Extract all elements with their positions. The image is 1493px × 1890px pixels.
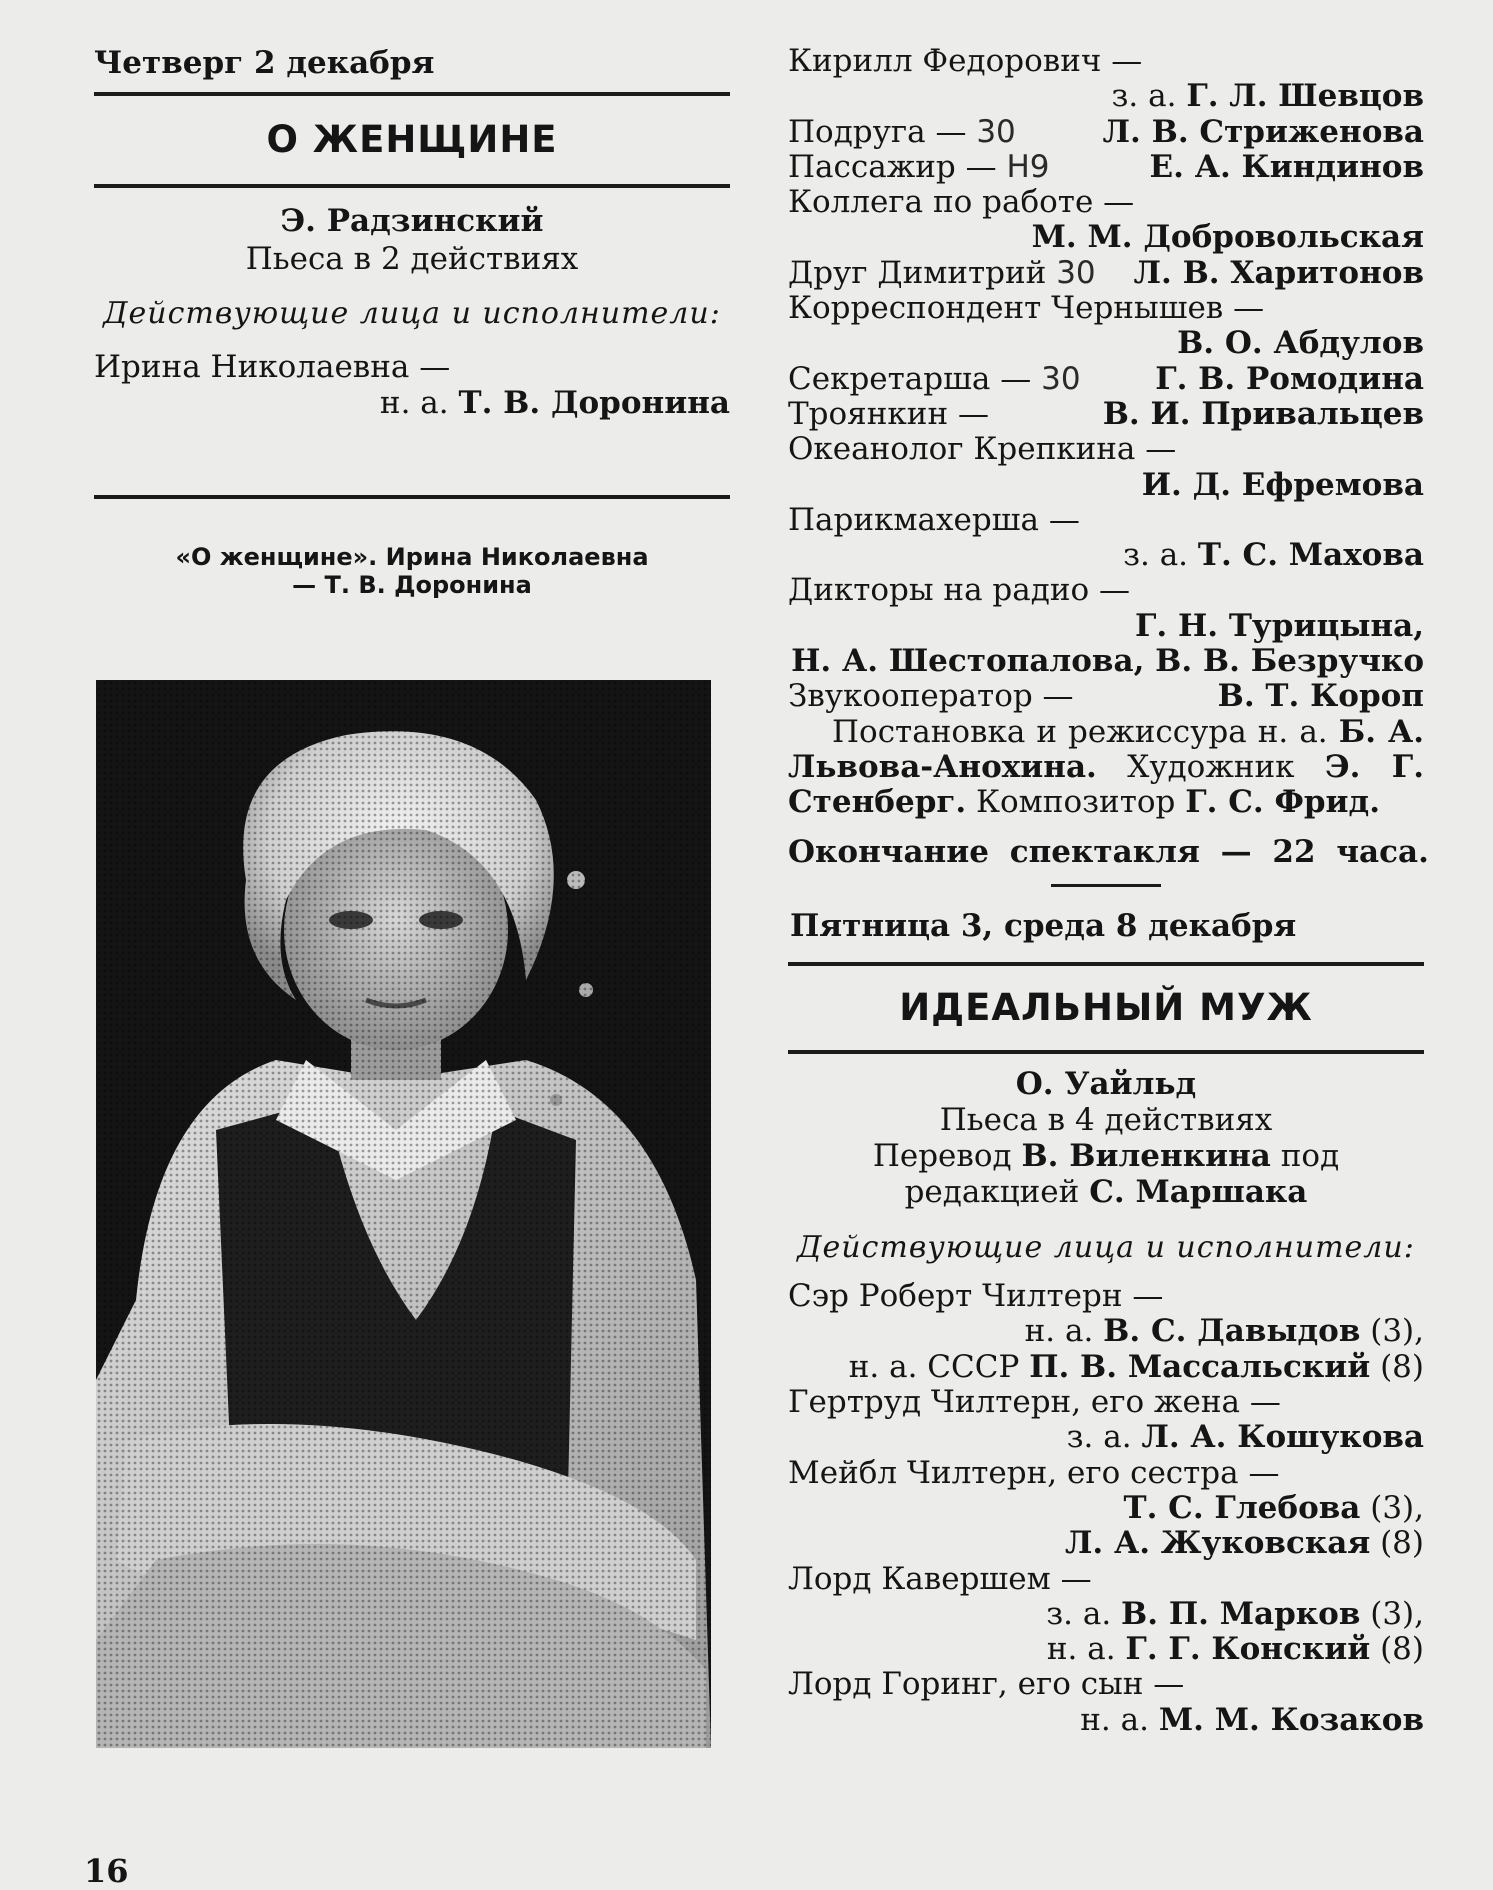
actor-line bbox=[788, 1632, 1424, 1667]
actor-rank: н. а. bbox=[1024, 1313, 1094, 1350]
actor-line bbox=[788, 326, 1424, 361]
production-credits bbox=[788, 715, 1424, 821]
actor-line bbox=[788, 468, 1424, 503]
actor-rank: н. а. bbox=[1046, 1631, 1116, 1668]
actor-name: Л. А. Кошукова bbox=[1141, 1419, 1424, 1456]
actor-line bbox=[788, 1350, 1424, 1385]
role-name: Дикторы на радио — bbox=[788, 572, 1131, 609]
role-name: Подруга — bbox=[788, 113, 967, 150]
actor-name: Т. С. Махова bbox=[1197, 537, 1424, 574]
actor-name: Г. В. Ромодина bbox=[1155, 360, 1424, 397]
performance-date: Четверг 2 декабря bbox=[94, 45, 435, 81]
ending-time: Окончание спектакля — 22 часа. bbox=[788, 833, 1429, 870]
translation-line bbox=[788, 1138, 1424, 1174]
play-author-2: О. Уайльд bbox=[1015, 1066, 1197, 1103]
actor-name: И. Д. Ефремова bbox=[1141, 466, 1424, 503]
actor-name: Г. Н. Турицына, bbox=[1135, 607, 1424, 644]
composer-name: Г. С. Фрид. bbox=[1185, 784, 1380, 821]
role-name: Секретарша — bbox=[788, 360, 1032, 397]
actor-name: В. О. Абдулов bbox=[1177, 325, 1424, 362]
editor-label: редакцией bbox=[904, 1174, 1080, 1211]
actor-rank: н. а. bbox=[379, 385, 449, 421]
cast-row bbox=[788, 362, 1424, 397]
play-subtitle-2: Пьеса в 4 действиях bbox=[939, 1102, 1273, 1139]
cast-row bbox=[788, 397, 1424, 432]
role-name: Океанолог Крепкина — bbox=[788, 431, 1177, 468]
performance-number: (3), bbox=[1370, 1313, 1424, 1350]
performance-number: (3), bbox=[1370, 1489, 1424, 1526]
actor-line bbox=[788, 79, 1424, 114]
play-author: Э. Радзинский bbox=[280, 203, 544, 239]
actor-line bbox=[788, 1491, 1424, 1526]
role-name: Пассажир — bbox=[788, 148, 997, 185]
actor-rank: н. а. bbox=[1080, 1701, 1149, 1738]
actor-name: Е. А. Киндинов bbox=[1149, 148, 1424, 185]
performance-number: (8) bbox=[1380, 1348, 1424, 1385]
actor-name: Т. В. Доронина bbox=[458, 385, 730, 421]
actor-rank: з. а. bbox=[1046, 1595, 1112, 1632]
handwritten-mark: 30 bbox=[1056, 254, 1096, 291]
play-subtitle: Пьеса в 2 действиях bbox=[245, 241, 579, 277]
actor-name: В. С. Давыдов bbox=[1103, 1313, 1361, 1350]
role-name: Кирилл Федорович — bbox=[788, 43, 1143, 79]
handwritten-mark: 30 bbox=[976, 113, 1016, 150]
right-column bbox=[788, 43, 1429, 1738]
cast-heading: Действующие лица и исполнители: bbox=[103, 296, 721, 331]
photo-caption: «О женщине». Ирина Николаевна bbox=[175, 543, 649, 571]
actor-name: В. И. Привальцев bbox=[1102, 395, 1424, 432]
role-name: Лорд Горинг, его сын — bbox=[788, 1666, 1185, 1703]
role-name: Коллега по работе — bbox=[788, 184, 1135, 221]
performance-number: (3), bbox=[1370, 1595, 1424, 1632]
role-name: Гертруд Чилтерн, его жена — bbox=[788, 1384, 1281, 1421]
play-title: О ЖЕНЩИНЕ bbox=[266, 118, 558, 161]
actor-name: Г. Г. Конский bbox=[1125, 1631, 1371, 1668]
actor-rank: з. а. bbox=[1066, 1419, 1132, 1456]
role-name: Корреспондент Чернышев — bbox=[788, 290, 1265, 327]
cast-row bbox=[788, 256, 1424, 291]
actor-line bbox=[788, 538, 1424, 573]
role-name: Ирина Николаевна — bbox=[94, 349, 451, 385]
director-name: Б. А. Львова-Анохина. bbox=[788, 713, 1424, 785]
handwritten-mark: 30 bbox=[1041, 360, 1081, 397]
role-name: Друг Димитрий bbox=[788, 254, 1047, 291]
actor-line bbox=[788, 1526, 1424, 1561]
cast-heading-2: Действующие лица и исполнители: bbox=[797, 1230, 1415, 1266]
short-divider bbox=[1051, 884, 1161, 887]
actor-rank: н. а. СССР bbox=[848, 1348, 1020, 1385]
actor-name: В. П. Марков bbox=[1121, 1595, 1361, 1632]
actor-line bbox=[788, 1597, 1424, 1632]
credit-label: Композитор bbox=[976, 784, 1176, 821]
divider bbox=[94, 184, 730, 188]
editor-line bbox=[788, 1174, 1424, 1210]
translation-label-2: под bbox=[1280, 1138, 1340, 1175]
actor-name: Г. Л. Шевцов bbox=[1186, 78, 1424, 115]
page-number: 16 bbox=[84, 1852, 129, 1890]
performance-number: (8) bbox=[1380, 1631, 1424, 1668]
actor-name: Л. В. Стриженова bbox=[1102, 113, 1424, 150]
role-name: Сэр Роберт Чилтерн — bbox=[788, 1278, 1164, 1315]
cast-row bbox=[788, 679, 1424, 714]
actor-line bbox=[94, 385, 730, 421]
actor-line bbox=[788, 644, 1424, 679]
actor-name: П. В. Массальский bbox=[1029, 1348, 1371, 1385]
handwritten-mark: Н9 bbox=[1006, 148, 1050, 185]
actor-name: М. М. Добровольская bbox=[1031, 219, 1424, 256]
actress-photo-image bbox=[96, 680, 711, 1748]
editor-name: С. Маршака bbox=[1089, 1174, 1308, 1211]
actor-name: М. М. Козаков bbox=[1158, 1701, 1424, 1738]
actor-line bbox=[788, 1314, 1424, 1349]
credit-label: Постановка и режиссура bbox=[832, 713, 1247, 750]
actor-name: Л. В. Харитонов bbox=[1133, 254, 1424, 291]
actor-line bbox=[788, 1420, 1424, 1455]
cast-row bbox=[788, 150, 1424, 185]
actor-line bbox=[788, 1703, 1424, 1738]
translation-label: Перевод bbox=[872, 1138, 1012, 1175]
actor-rank: з. а. bbox=[1123, 537, 1189, 574]
role-name: Лорд Кавершем — bbox=[788, 1560, 1092, 1597]
actor-line bbox=[788, 609, 1424, 644]
cast-row bbox=[788, 115, 1424, 150]
actor-name: Т. С. Глебова bbox=[1123, 1489, 1361, 1526]
divider bbox=[94, 495, 730, 499]
actor-line bbox=[788, 220, 1424, 255]
actor-name: Н. А. Шестопалова, В. В. Безручко bbox=[791, 643, 1424, 680]
credit-label: Художник bbox=[1127, 748, 1295, 785]
divider bbox=[788, 1050, 1424, 1054]
role-name: Парикмахерша — bbox=[788, 501, 1080, 538]
credit-rank: н. а. bbox=[1257, 713, 1328, 750]
play-title-2: ИДЕАЛЬНЫЙ МУЖ bbox=[899, 986, 1313, 1030]
actor-rank: з. а. bbox=[1111, 78, 1177, 115]
role-name: Мейбл Чилтерн, его сестра — bbox=[788, 1454, 1280, 1491]
translator-name: В. Виленкина bbox=[1021, 1138, 1271, 1175]
left-column bbox=[94, 40, 730, 599]
actor-name: Л. А. Жуковская bbox=[1065, 1525, 1371, 1562]
artist-name: Э. Г. Стенберг. bbox=[788, 748, 1424, 821]
performance-date-2: Пятница 3, среда 8 декабря bbox=[790, 907, 1297, 944]
role-name: Троянкин — bbox=[788, 395, 989, 432]
role-name: Звукооператор — bbox=[788, 678, 1074, 715]
actor-name: В. Т. Короп bbox=[1217, 678, 1424, 715]
photo-caption-2: — Т. В. Доронина bbox=[292, 571, 532, 599]
performance-number: (8) bbox=[1380, 1525, 1424, 1562]
actress-photo bbox=[96, 680, 711, 1748]
